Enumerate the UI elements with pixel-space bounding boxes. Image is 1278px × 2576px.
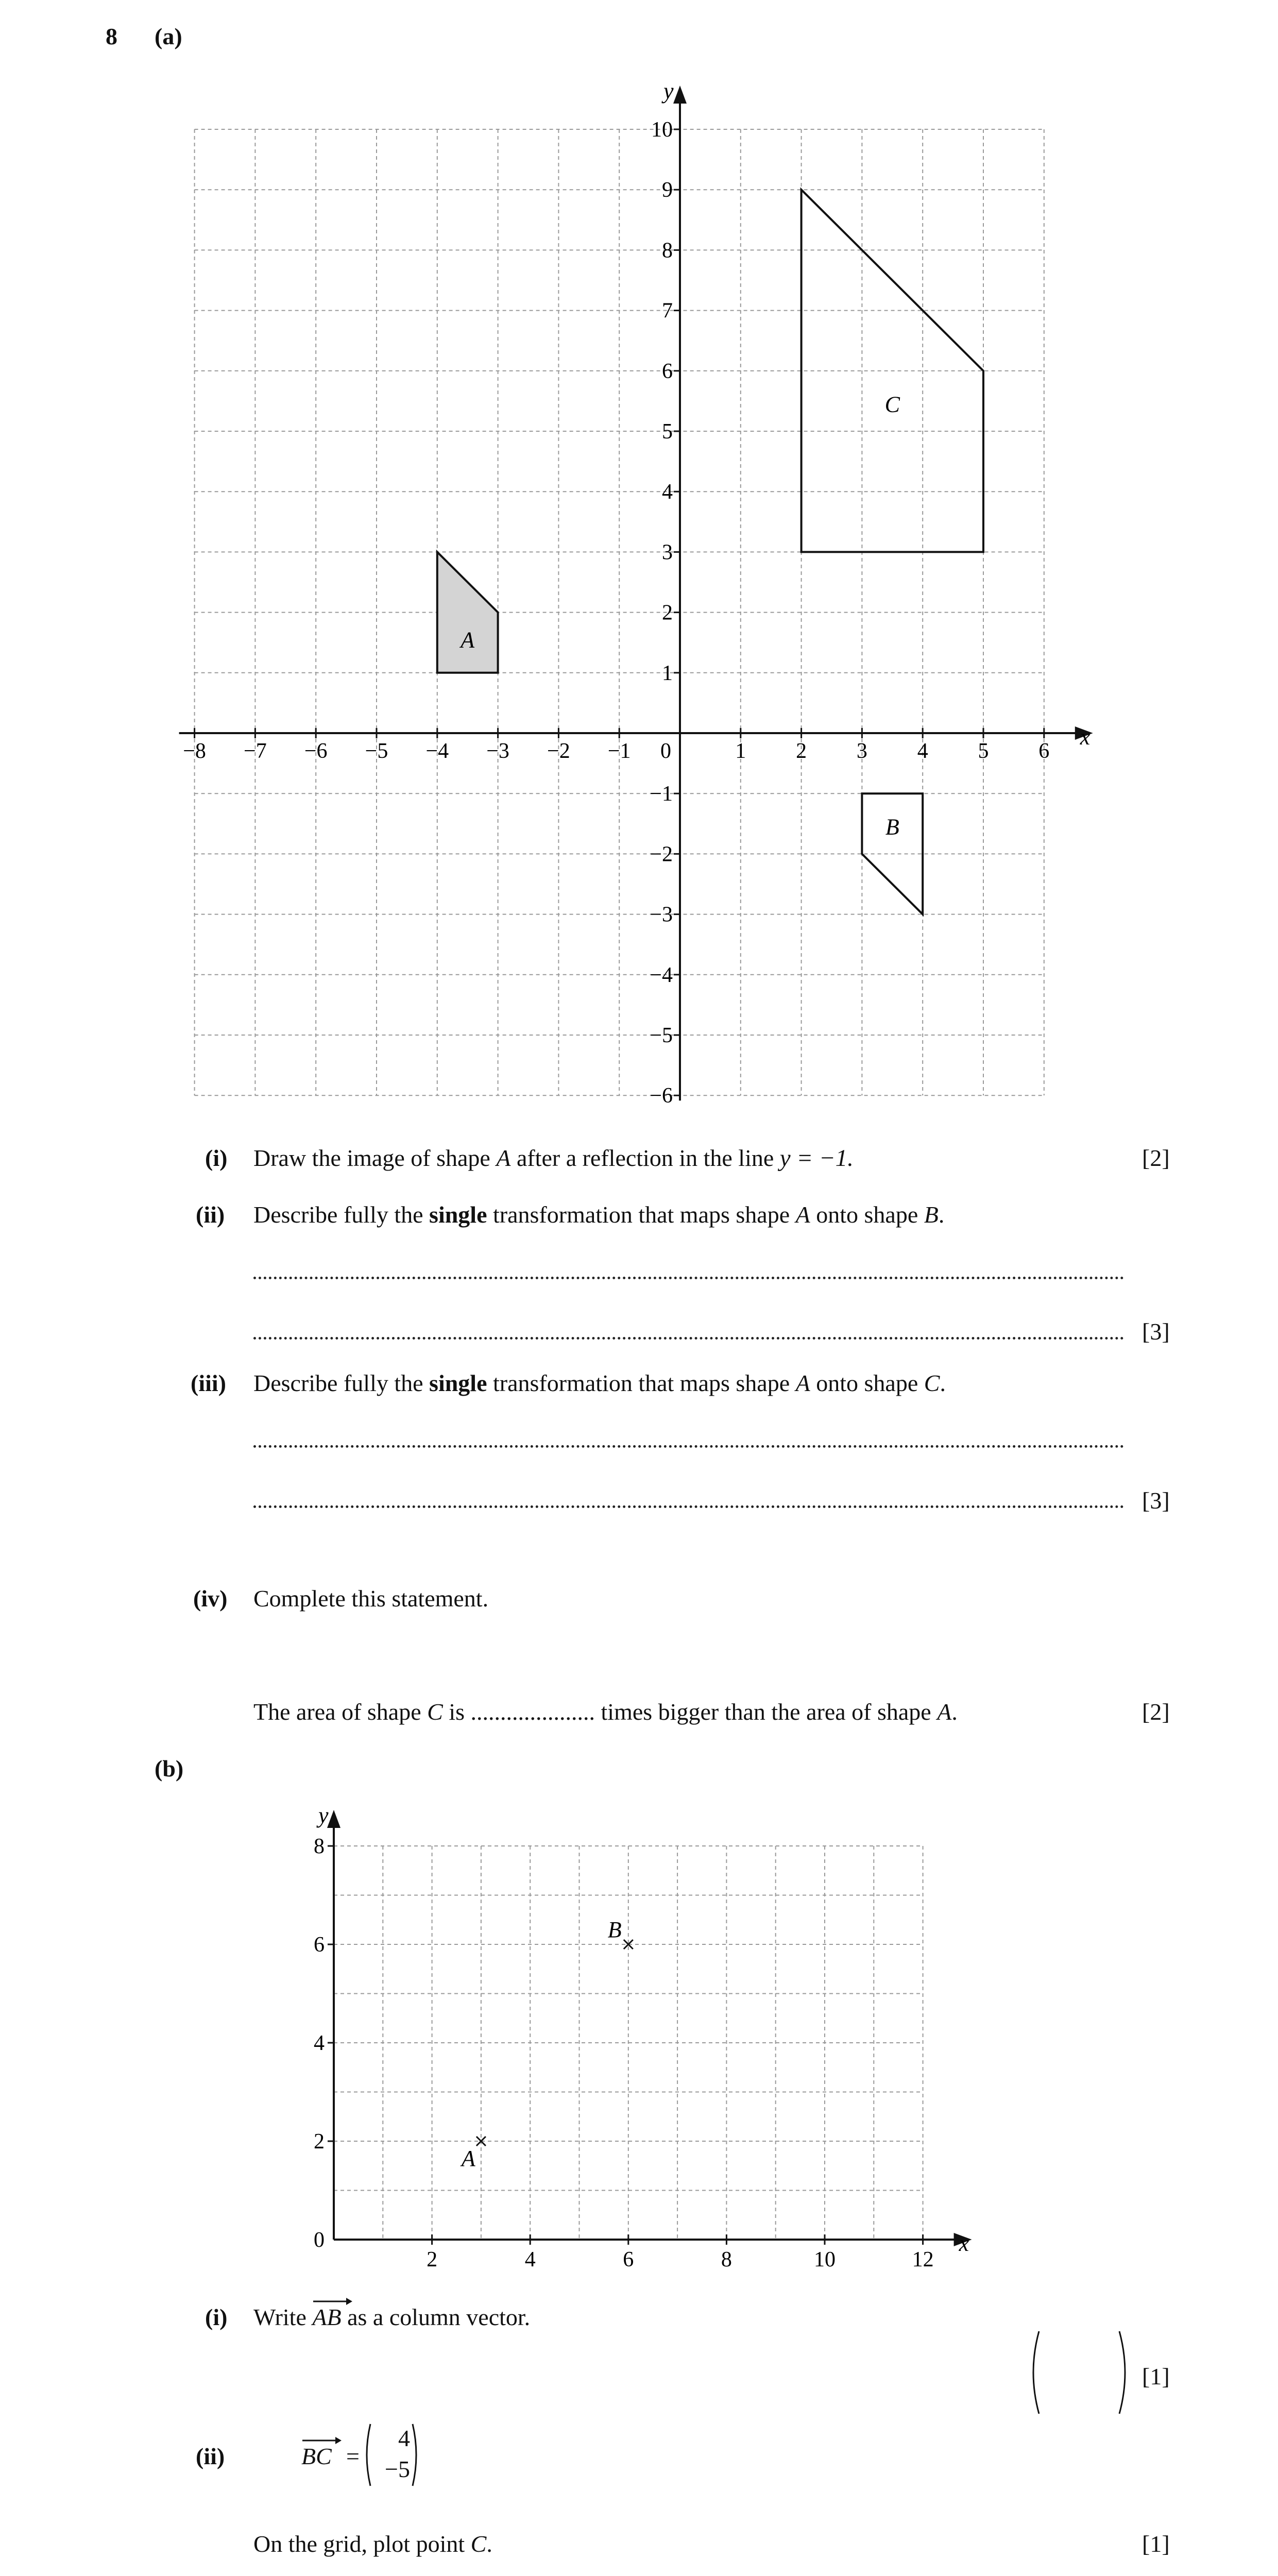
bc-top: 4 [398, 2425, 410, 2451]
part-a-i-label: (i) [205, 1145, 228, 1171]
y-tick-label: 8 [314, 1835, 325, 1858]
point-label-b: B [607, 1917, 622, 1942]
origin-label: 0 [660, 739, 671, 763]
question-number: 8 [106, 23, 117, 49]
x-tick-label: 2 [427, 2248, 438, 2267]
part-b-ii-instruction: On the grid, plot point C. [253, 2531, 492, 2557]
x-axis-label: x [1080, 724, 1090, 750]
part-a-ii-marks: [3] [1142, 1318, 1170, 1345]
x-tick-label: 6 [1038, 739, 1050, 763]
part-a-label: (a) [155, 23, 182, 49]
part-a-ii-label: (ii) [196, 1201, 225, 1228]
shape-a [437, 552, 498, 672]
y-tick-label: −3 [650, 903, 673, 927]
y-axis-arrow-icon [673, 86, 687, 104]
part-b-ii-marks: [1] [1142, 2531, 1170, 2557]
y-axis-label: y [663, 78, 674, 104]
part-b-label: (b) [155, 1755, 184, 1782]
y-tick-label: 8 [662, 239, 673, 263]
y-tick-label: −4 [650, 963, 673, 987]
vector-arrow-icon [301, 2434, 343, 2446]
point-label-a: A [461, 2146, 475, 2171]
x-tick-label: −8 [183, 739, 206, 763]
part-a-iii-text: Describe fully the single transformation that maps shape A onto shape C. [253, 1370, 946, 1396]
x-tick-label: −5 [365, 739, 388, 763]
x-tick-label: 4 [524, 2248, 536, 2267]
part-a-iii-label: (iii) [191, 1370, 226, 1396]
y-tick-label: −5 [650, 1024, 673, 1047]
graph-b [0, 1762, 1278, 2267]
y-tick-label: 3 [662, 540, 673, 565]
answer-line-a-iii-1[interactable] [253, 1445, 1124, 1448]
shape-label-b: B [885, 814, 899, 840]
x-tick-label: 6 [623, 2248, 634, 2267]
y-tick-label: 1 [662, 661, 673, 685]
part-a-iv-statement: The area of shape C is ..................... times bigger than the area of shape A. [253, 1699, 958, 1725]
y-axis-label: y [318, 1803, 329, 1828]
part-a-i-text: Draw the image of shape A after a reflection in the line y = −1. [253, 1145, 854, 1172]
x-axis-label: x [959, 2231, 969, 2256]
part-a-ii-text: Describe fully the single transformation that maps shape A onto shape B. [253, 1201, 945, 1228]
x-tick-label: −6 [304, 739, 328, 763]
part-b-i-marks: [1] [1142, 2363, 1170, 2389]
y-tick-label: 4 [314, 2031, 325, 2055]
y-axis-arrow-icon [327, 1810, 340, 1828]
x-tick-label: 10 [814, 2248, 836, 2267]
x-tick-label: −2 [547, 739, 570, 763]
x-tick-label: 4 [917, 739, 928, 763]
y-tick-label: 2 [662, 601, 673, 625]
x-tick-label: −3 [486, 739, 509, 763]
answer-line-a-iii-2[interactable] [253, 1505, 1124, 1508]
answer-line-a-ii-2[interactable] [253, 1337, 1124, 1340]
y-tick-label: −6 [650, 1084, 673, 1108]
part-a-iv-marks: [2] [1142, 1699, 1170, 1725]
vector-ab: AB [312, 2306, 341, 2329]
y-tick-label: 10 [651, 118, 673, 142]
x-tick-label: −7 [244, 739, 267, 763]
origin-label: 0 [314, 2228, 325, 2252]
answer-line-a-ii-1[interactable] [253, 1277, 1124, 1279]
graph-a [0, 0, 1278, 1133]
x-tick-label: 1 [735, 739, 746, 763]
x-tick-label: 2 [796, 739, 807, 763]
x-tick-label: 8 [721, 2248, 732, 2267]
x-tick-label: 12 [912, 2248, 934, 2267]
part-b-ii-label: (ii) [196, 2443, 225, 2469]
x-tick-label: −4 [425, 739, 449, 763]
part-a-i-marks: [2] [1142, 1145, 1170, 1171]
y-tick-label: 9 [662, 178, 673, 202]
answer-column-vector-b-i[interactable] [1028, 2329, 1131, 2416]
y-tick-label: 7 [662, 299, 673, 323]
part-b-i-text: Write AB as a column vector. [253, 2306, 530, 2329]
bc-bottom: −5 [385, 2456, 410, 2482]
x-tick-label: 3 [856, 739, 867, 763]
part-a-iv-text: Complete this statement. [253, 1585, 489, 1612]
y-tick-label: 2 [314, 2130, 325, 2154]
x-tick-label: 5 [978, 739, 989, 763]
bc-equals: = [346, 2443, 360, 2469]
x-tick-label: −1 [607, 739, 631, 763]
y-tick-label: 4 [662, 480, 673, 504]
y-tick-label: 6 [662, 359, 673, 383]
y-tick-label: −2 [650, 842, 673, 867]
y-tick-label: −1 [650, 782, 673, 806]
part-b-i-label: (i) [205, 2304, 228, 2330]
vector-bc: BC [301, 2445, 332, 2468]
part-a-iii-marks: [3] [1142, 1487, 1170, 1514]
y-tick-label: 5 [662, 420, 673, 444]
y-tick-label: 6 [314, 1933, 325, 1957]
shape-label-c: C [884, 392, 900, 417]
part-a-iv-label: (iv) [193, 1585, 228, 1612]
shape-label-a: A [461, 627, 475, 653]
vector-arrow-icon [312, 2295, 353, 2307]
